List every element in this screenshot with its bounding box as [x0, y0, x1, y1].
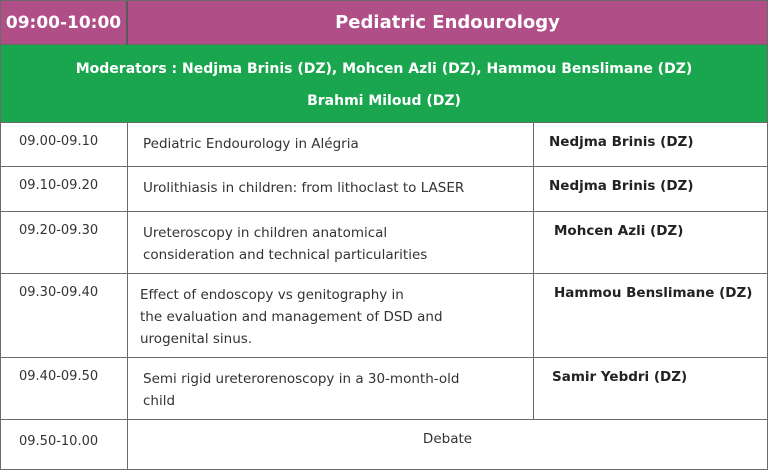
- moderators-line-1: Moderators : Nedjma Brinis (DZ), Mohcen Azli (DZ), Hammou Benslimane (DZ): [75, 61, 693, 77]
- time-cell: [1, 358, 128, 419]
- time-slot: 09.40-09.50: [19, 369, 99, 384]
- debate-row: [1, 420, 767, 469]
- topic-cell: [128, 167, 534, 211]
- speaker-cell: [534, 123, 767, 166]
- session-title: Pediatric Endourology: [335, 12, 560, 33]
- topic-cell: [128, 358, 534, 419]
- session-header: [1, 1, 767, 45]
- topic-line: Effect of endoscopy vs genitography in: [140, 287, 404, 303]
- table-row: [1, 358, 767, 420]
- topic-line: Semi rigid ureterorenoscopy in a 30-month-old: [143, 371, 460, 387]
- topic-line: Pediatric Endourology in Alégria: [143, 136, 359, 152]
- speaker-cell: [534, 167, 767, 211]
- speaker-name: Nedjma Brinis (DZ): [549, 178, 694, 194]
- topic-cell: [128, 274, 534, 357]
- table-row: [1, 212, 767, 274]
- time-cell: [1, 274, 128, 357]
- speaker-cell: [534, 274, 767, 357]
- time-cell: [1, 212, 128, 273]
- topic-line: Ureteroscopy in children anatomical: [143, 225, 388, 241]
- moderators-line-2: Brahmi Miloud (DZ): [307, 93, 461, 109]
- topic-line: Urolithiasis in children: from lithoclast to LASER: [143, 180, 465, 196]
- topic-text: [140, 284, 443, 350]
- speaker-name: Nedjma Brinis (DZ): [549, 134, 694, 150]
- topic-cell: [128, 212, 534, 273]
- speaker-name: Mohcen Azli (DZ): [554, 223, 684, 239]
- debate-cell: [128, 420, 767, 469]
- time-cell: [1, 167, 128, 211]
- table-row: [1, 123, 767, 167]
- topic-line: child: [143, 393, 176, 409]
- topic-text: [143, 368, 459, 412]
- topic-text: [143, 133, 359, 155]
- moderators-banner: [1, 45, 767, 123]
- session-time: 09:00-10:00: [1, 1, 128, 45]
- debate-label: Debate: [422, 431, 473, 447]
- time-slot: 09.20-09.30: [19, 223, 99, 238]
- time-slot: 09.50-10.00: [19, 434, 99, 449]
- time-slot: 09.10-09.20: [19, 178, 99, 193]
- time-cell: [1, 420, 128, 469]
- topic-cell: [128, 123, 534, 166]
- time-slot: 09.30-09.40: [19, 285, 99, 300]
- table-row: [1, 274, 767, 358]
- topic-line: the evaluation and management of DSD and: [140, 309, 443, 325]
- topic-text: [143, 177, 464, 199]
- time-slot: 09.00-09.10: [19, 134, 99, 149]
- speaker-name: Samir Yebdri (DZ): [552, 369, 688, 385]
- table-row: [1, 167, 767, 212]
- time-cell: [1, 123, 128, 166]
- speaker-cell: [534, 212, 767, 273]
- speaker-name: Hammou Benslimane (DZ): [554, 285, 753, 301]
- speaker-cell: [534, 358, 767, 419]
- topic-line: urogenital sinus.: [140, 331, 253, 347]
- topic-line: consideration and technical particularities: [143, 247, 428, 263]
- topic-text: [143, 222, 427, 266]
